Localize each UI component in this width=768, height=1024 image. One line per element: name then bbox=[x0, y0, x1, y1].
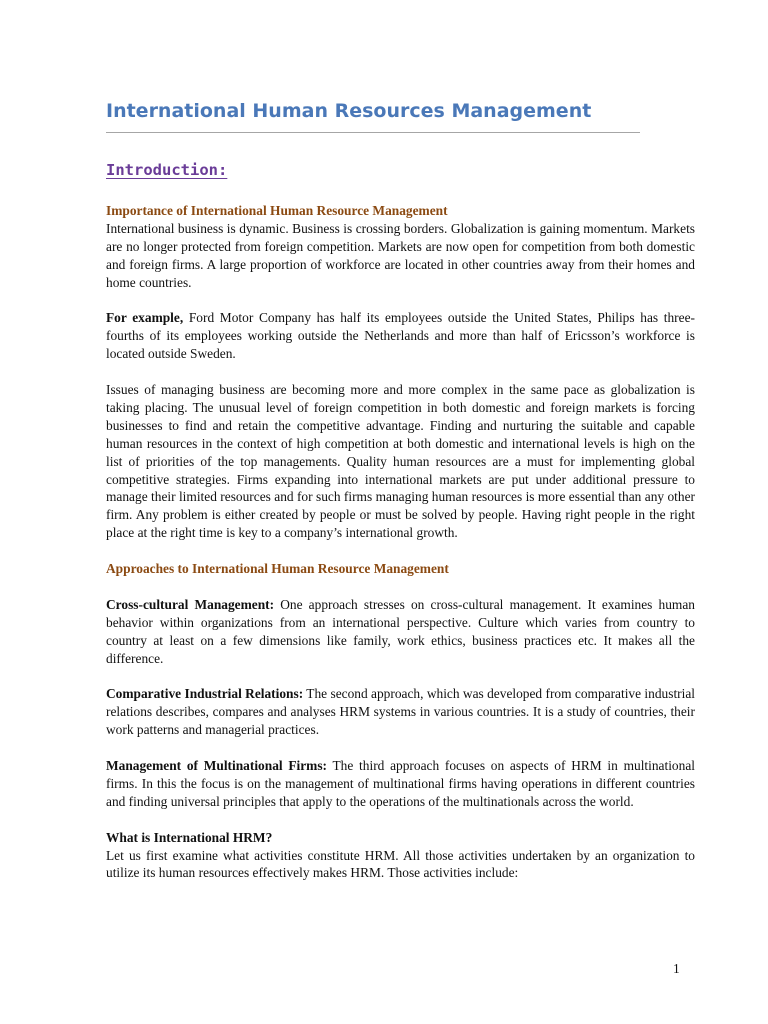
importance-heading: Importance of International Human Resource Management bbox=[106, 203, 448, 218]
approach-text: The third approach focuses on aspects of HRM in multinational firms. In this the focus is on the management of multinational firms having operations in different countries and finding universal principles that apply to the operations of the multinationals across the world. bbox=[106, 758, 695, 809]
document-title: International Human Resources Management bbox=[106, 100, 592, 122]
title-divider bbox=[106, 132, 640, 133]
approach-cross-cultural bbox=[106, 596, 695, 668]
approach-text: One approach stresses on cross-cultural management. It examines human behavior within organizations from an international perspective. Culture which varies from country to country at least on a few dimensions like family, work ethics, business practices etc. It makes all the difference. bbox=[106, 596, 695, 666]
approaches-heading: Approaches to International Human Resource Management bbox=[106, 561, 449, 577]
example-text: Ford Motor Company has half its employees outside the United States, Philips has three-fourths of its employees working outside the Netherlands and more than half of Ericsson’s workforce is located outside Sweden. bbox=[106, 310, 695, 362]
approach-lead: Management of Multinational Firms: bbox=[106, 758, 328, 773]
approach-multinational-firms bbox=[106, 757, 695, 811]
approach-lead: Comparative Industrial Relations: bbox=[106, 686, 304, 702]
example-lead: For example, bbox=[106, 310, 184, 326]
introduction-heading: Introduction: bbox=[106, 161, 228, 179]
approach-lead: Cross-cultural Management: bbox=[106, 596, 275, 612]
approach-text: The second approach, which was developed from comparative industrial relations describes, compares and analyses HRM systems in various countries. It is a study of countries, their work patterns and managerial practices. bbox=[106, 686, 696, 738]
what-is-ihrm-heading: What is International HRM? bbox=[106, 829, 273, 845]
what-is-ihrm-paragraph: Let us first examine what activities constitute HRM. All those activities undertaken by an organization to utilize its human resources effectively makes HRM. Those activities include: bbox=[106, 847, 695, 881]
issues-paragraph: Issues of managing business are becoming more and more complex in the same pace as globalization is taking placing. The unusual level of foreign competition in both domestic and foreign markets is forcing businesses to find and retain the competitive advantage. Finding and nurturing the suitable and capable human resources in the context of high competition at both domestic and international levels is high on the list of priorities of the top managements. Quality human resources are a must for implementing global competitive strategies. Firms expanding into international markets are put under additional pressure to manage their limited resources and for such firms managing human resources is more essential than any other firm. Any problem is either created by people or must be solved by people. Having right people in the right place at the right time is key to a company’s international growth. bbox=[106, 382, 695, 541]
approach-comparative-relations bbox=[106, 685, 695, 739]
page-number: 1 bbox=[673, 961, 680, 976]
document-body bbox=[106, 202, 695, 882]
importance-paragraph: International business is dynamic. Business is crossing borders. Globalization is gaining momentum. Markets are no longer protected from foreign competition. Markets are now open for competition from both domestic and foreign firms. A large proportion of workforce are located in other countries away from their homes and home countries. bbox=[106, 220, 695, 290]
example-paragraph bbox=[106, 309, 695, 363]
